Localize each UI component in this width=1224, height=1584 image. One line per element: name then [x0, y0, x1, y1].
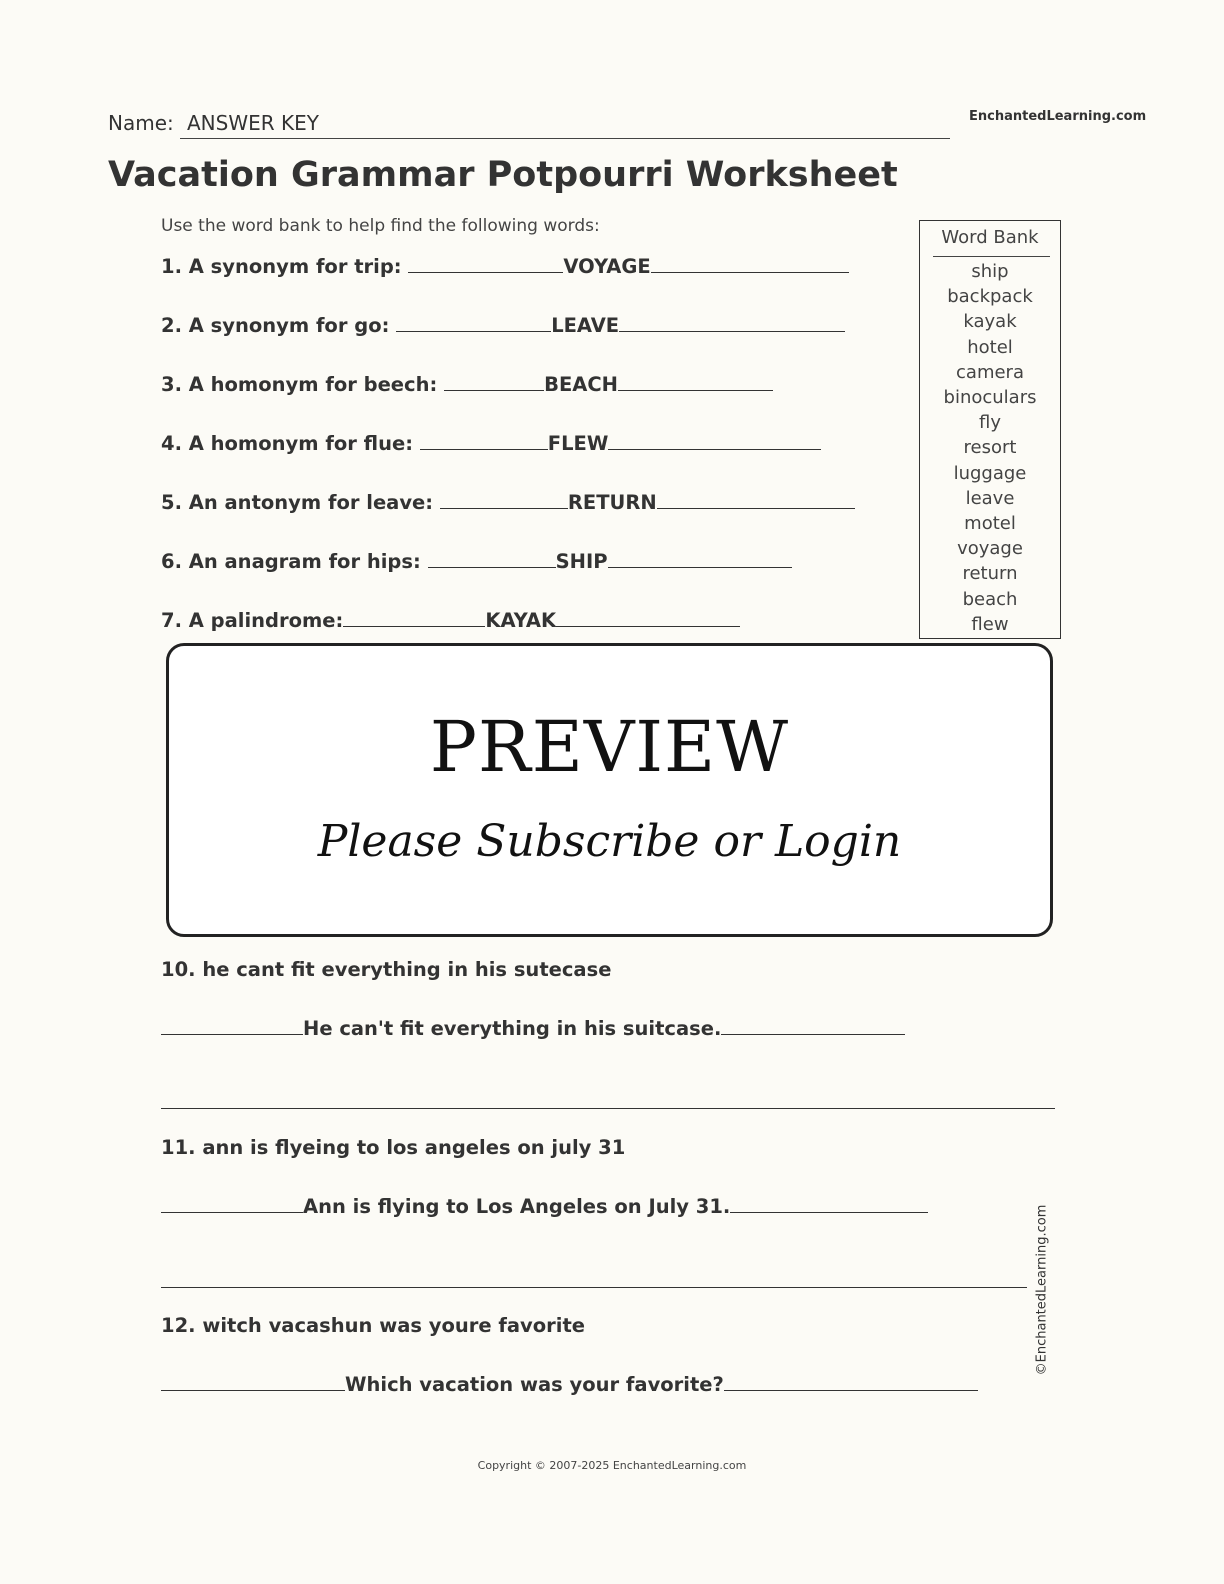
word-bank-item: fly	[979, 412, 1001, 434]
question-6	[161, 550, 792, 573]
question-1	[161, 255, 849, 278]
subscribe-login-prompt[interactable]: Please Subscribe or Login	[317, 816, 902, 867]
question-answer: VOYAGE	[563, 255, 651, 278]
correction-answer-12	[161, 1373, 978, 1396]
word-bank-item: resort	[963, 437, 1017, 459]
correction-answer: Ann is flying to Los Angeles on July 31.	[303, 1195, 731, 1218]
question-answer: FLEW	[547, 432, 609, 455]
question-prompt: 1. A synonym for trip:	[161, 255, 402, 278]
word-bank-item: voyage	[957, 538, 1023, 560]
word-bank-title: Word Bank	[941, 227, 1039, 248]
instructions: Use the word bank to help find the following words:	[161, 216, 600, 236]
correction-prompt-12: 12. witch vacashun was youre favorite	[161, 1314, 586, 1337]
answer-blank	[608, 566, 792, 568]
writing-line	[161, 1108, 1055, 1109]
answer-blank	[657, 507, 855, 509]
question-prompt: 7. A palindrome:	[161, 609, 344, 632]
answer-blank	[420, 448, 548, 450]
answer-blank	[444, 389, 544, 391]
name-underline	[180, 138, 950, 139]
word-bank-item: camera	[956, 361, 1024, 383]
question-prompt: 5. An antonym for leave:	[161, 491, 434, 514]
word-bank-item: binoculars	[943, 387, 1037, 409]
correction-prompt-11: 11. ann is flyeing to los angeles on july 31	[161, 1136, 626, 1159]
answer-blank	[618, 389, 773, 391]
preview-overlay[interactable]	[166, 643, 1053, 937]
word-bank-item: flew	[971, 613, 1009, 635]
copyright: Copyright © 2007-2025 EnchantedLearning.com	[477, 1459, 747, 1472]
word-bank-item: luggage	[953, 462, 1027, 484]
answer-blank	[343, 625, 485, 627]
preview-title: PREVIEW	[429, 706, 790, 788]
question-answer: SHIP	[555, 550, 608, 573]
question-4	[161, 432, 821, 455]
word-bank-item: backpack	[947, 286, 1033, 308]
word-bank-item: return	[962, 563, 1018, 585]
site-link[interactable]: EnchantedLearning.com	[969, 109, 1147, 124]
vertical-credit: ©EnchantedLearning.com	[1034, 1204, 1050, 1376]
name-value: ANSWER KEY	[187, 111, 319, 135]
question-prompt: 4. A homonym for flue:	[161, 432, 413, 455]
answer-blank	[396, 330, 551, 332]
question-prompt: 6. An anagram for hips:	[161, 550, 421, 573]
correction-answer-11	[161, 1195, 928, 1218]
answer-blank	[608, 448, 821, 450]
word-bank-list	[920, 259, 1060, 637]
answer-blank	[651, 271, 849, 273]
name-label: Name:	[108, 111, 174, 135]
correction-answer-10	[161, 1017, 905, 1040]
question-2	[161, 314, 845, 337]
writing-line	[161, 1287, 1027, 1288]
question-answer: LEAVE	[551, 314, 620, 337]
word-bank	[919, 220, 1061, 639]
answer-blank	[161, 1211, 303, 1213]
question-prompt: 2. A synonym for go:	[161, 314, 390, 337]
answer-blank	[730, 1211, 928, 1213]
page-title: Vacation Grammar Potpourri Worksheet	[108, 155, 898, 195]
question-7	[161, 609, 740, 632]
word-bank-divider	[933, 256, 1050, 257]
word-bank-item: leave	[965, 487, 1015, 509]
question-answer: KAYAK	[485, 609, 557, 632]
answer-blank	[428, 566, 556, 568]
answer-blank	[721, 1033, 905, 1035]
correction-answer: Which vacation was your favorite?	[345, 1373, 724, 1396]
answer-blank	[619, 330, 845, 332]
word-bank-item: beach	[962, 588, 1018, 610]
correction-prompt-10: 10. he cant fit everything in his sutecase	[161, 958, 612, 981]
word-bank-item: hotel	[967, 336, 1013, 358]
answer-blank	[556, 625, 740, 627]
answer-blank	[440, 507, 568, 509]
answer-blank	[161, 1389, 345, 1391]
answer-blank	[161, 1033, 303, 1035]
question-3	[161, 373, 773, 396]
word-bank-item: motel	[964, 513, 1016, 535]
question-prompt: 3. A homonym for beech:	[161, 373, 438, 396]
correction-answer: He can't fit everything in his suitcase.	[303, 1017, 722, 1040]
question-answer: BEACH	[544, 373, 618, 396]
answer-blank	[724, 1389, 978, 1391]
answer-blank	[408, 271, 563, 273]
question-5	[161, 491, 855, 514]
question-answer: RETURN	[567, 491, 657, 514]
word-bank-item: kayak	[963, 311, 1017, 333]
word-bank-item: ship	[971, 261, 1009, 282]
